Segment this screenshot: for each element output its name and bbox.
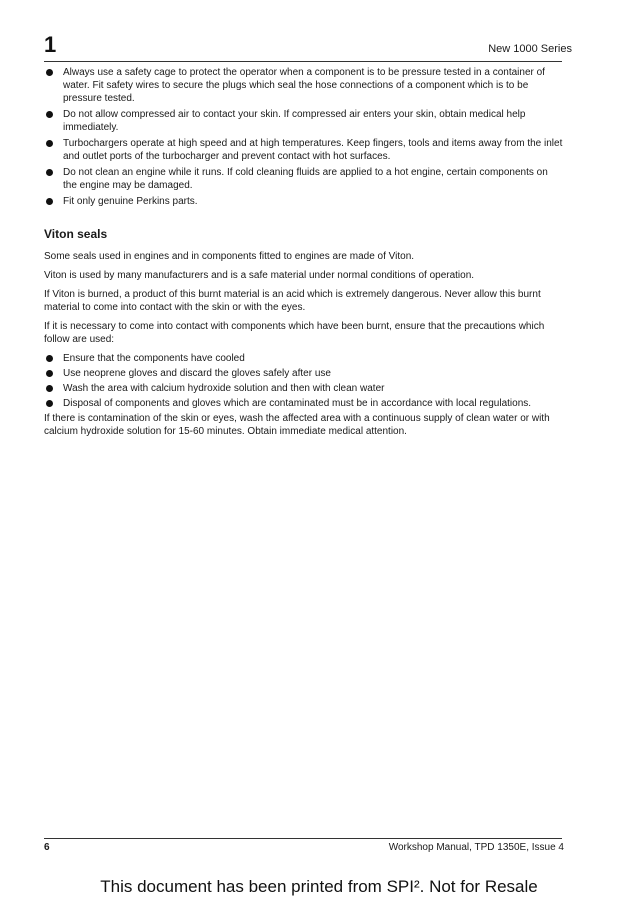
resale-disclaimer: This document has been printed from SPI². Not for Resale [100,877,538,896]
bullet-text: Turbochargers operate at high speed and at high temperatures. Keep fingers, tools and items away from the inlet and outlet ports of the turbocharger and prevent contact with hot surfaces. [63,138,563,162]
bullet-dot-icon [46,355,53,362]
list-item [44,66,564,105]
paragraph: Viton is used by many manufacturers and is a safe material under normal conditions of operation. [44,270,475,281]
paragraph: If Viton is burned, a product of this burnt material is an acid which is extremely dangerous. Never allow this burnt material to come into contact with the skin or with the eyes. [44,289,541,313]
list-item [44,367,564,380]
list-item [44,382,564,395]
list-item [44,108,564,134]
bullet-text: Ensure that the components have cooled [63,353,245,364]
bullet-dot-icon [46,169,53,176]
bullet-dot-icon [46,198,53,205]
series-title: New 1000 Series [488,43,572,55]
footer-rule [44,838,562,839]
bullet-text: Do not clean an engine while it runs. If cold cleaning fluids are applied to a hot engine, certain components on the engine may be damaged. [63,167,548,191]
bullet-text: Do not allow compressed air to contact your skin. If compressed air enters your skin, obtain medical help immediately. [63,109,526,133]
bullet-text: Fit only genuine Perkins parts. [63,196,198,207]
page-content [44,66,564,444]
chapter-number: 1 [44,32,57,57]
precaution-bullet-list [44,352,564,410]
bullet-dot-icon [46,140,53,147]
page-number: 6 [44,842,50,853]
safety-bullet-list [44,66,564,208]
bullet-text: Disposal of components and gloves which are contaminated must be in accordance with local regulations. [63,398,532,409]
header-rule [44,61,562,62]
section-heading: Viton seals [44,227,108,241]
list-item [44,195,564,208]
manual-reference: Workshop Manual, TPD 1350E, Issue 4 [388,842,564,853]
bullet-dot-icon [46,69,53,76]
bullet-dot-icon [46,111,53,118]
paragraph: If it is necessary to come into contact with components which have been burnt, ensure that the precautions which follow are used: [44,321,545,345]
bullet-text: Always use a safety cage to protect the operator when a component is to be pressure tested in a container of water. Fit safety wires to secure the plugs which seal the hose connections of a component which is to be pressure tested. [63,67,545,104]
list-item [44,137,564,163]
list-item [44,166,564,192]
list-item [44,352,564,365]
bullet-dot-icon [46,385,53,392]
paragraph: Some seals used in engines and in components fitted to engines are made of Viton. [44,251,415,262]
closing-paragraph: If there is contamination of the skin or eyes, wash the affected area with a continuous supply of clean water or with calcium hydroxide solution for 15-60 minutes. Obtain immediate medical attention. [44,413,550,437]
bullet-dot-icon [46,370,53,377]
bullet-text: Use neoprene gloves and discard the gloves safely after use [63,368,331,379]
list-item [44,397,564,410]
bullet-dot-icon [46,400,53,407]
bullet-text: Wash the area with calcium hydroxide solution and then with clean water [63,383,385,394]
